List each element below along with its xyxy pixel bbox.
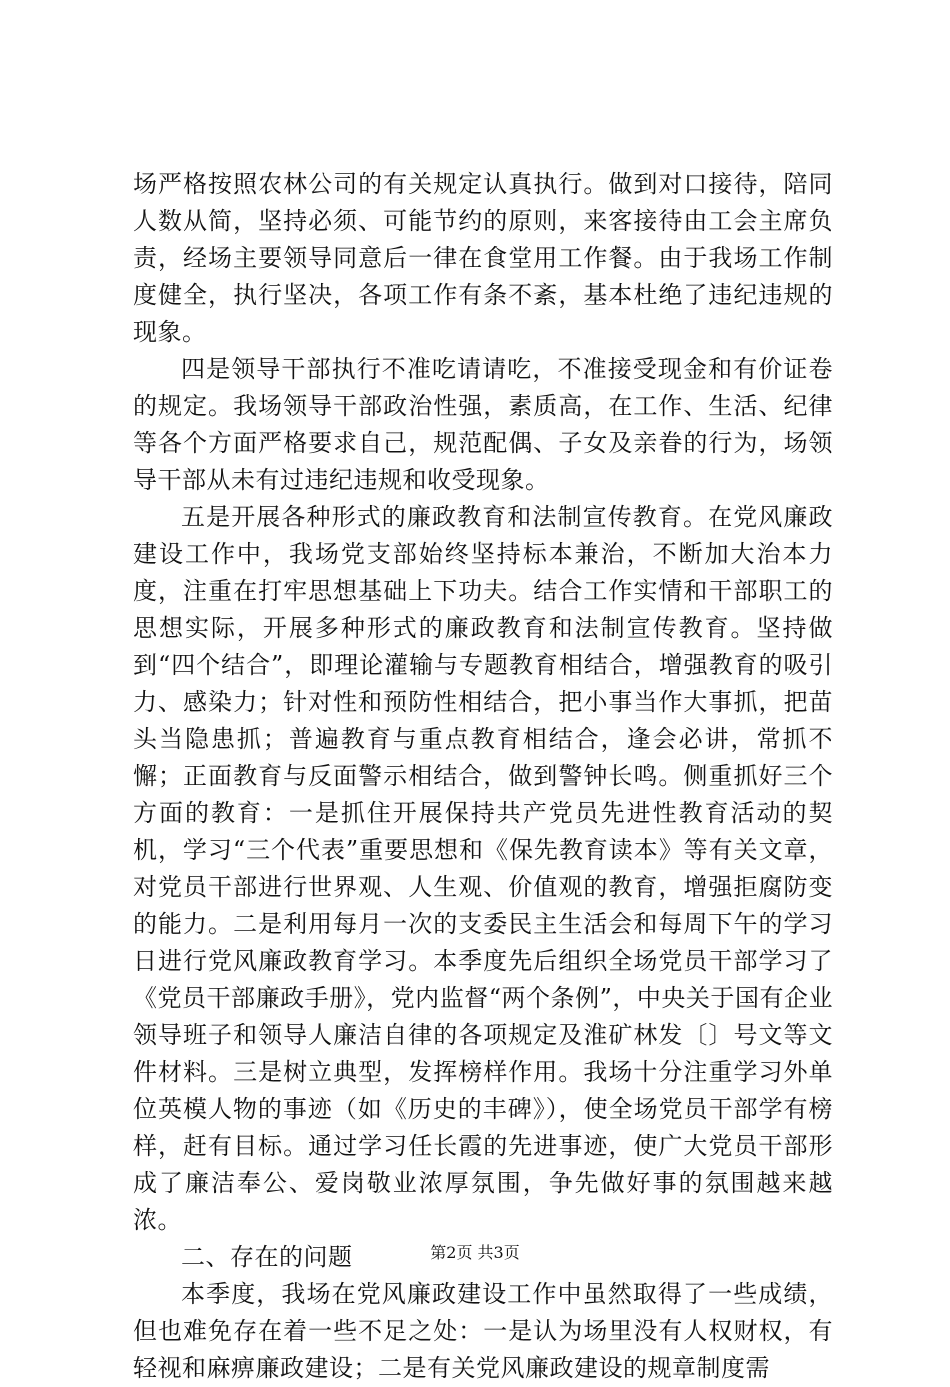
paragraph-four: 四是领导干部执行不准吃请请吃，不准接受现金和有价证卷的规定。我场领导干部政治性强，素质高，在工作、生活、纪律等各个方面严格要求自己，规范配偶、子女及亲眷的行为，场领导干部从未有过违纪违规和收受现象。 [133,355,833,494]
paragraph-problems: 本季度，我场在党风廉政建设工作中虽然取得了一些成绩，但也难免存在着一些不足之处：一是认为场里没有人权财权，有轻视和麻痹廉政建设；二是有关党风廉政建设的规章制度需 [133,1280,833,1382]
paragraph-five: 五是开展各种形式的廉政教育和法制宣传教育。在党风廉政建设工作中，我场党支部始终坚持标本兼治，不断加大治本力度，注重在打牢思想基础上下功夫。结合工作实情和干部职工的思想实际，开展多种形式的廉政教育和法制宣传教育。坚持做到“四个结合”，即理论灌输与专题教育相结合，增强教育的吸引力、感染力；针对性和预防性相结合，把小事当作大事抓，把苗头当隐患抓；普遍教育与重点教育相结合，逢会必讲，常抓不懈；正面教育与反面警示相结合，做到警钟长鸣。侧重抓好三个方面的教育：一是抓住开展保持共产党员先进性教育活动的契机，学习“三个代表”重要思想和《保先教育读本》等有关文章，对党员干部进行世界观、人生观、价值观的教育，增强拒腐防变的能力。二是利用每月一次的支委民主生活会和每周下午的学习日进行党风廉政教育学习。本季度先后组织全场党员干部学习了《党员干部廉政手册》，党内监督“两个条例”，中央关于国有企业领导班子和领导人廉洁自律的各项规定及淮矿林发〔〕号文等文件材料。三是树立典型，发挥榜样作用。我场十分注重学习外单位英模人物的事迹（如《历史的丰碑》），使全场党员干部学有榜样，赶有目标。通过学习任长霞的先进事迹，使广大党员干部形成了廉洁奉公、爱岗敬业浓厚氛围，争先做好事的氛围越来越浓。 [133,503,833,1234]
document-body [133,166,833,1387]
page-number-footer: 第2页 共3页 [430,1243,520,1262]
section-heading-problems: 二、存在的问题 [181,1243,353,1271]
paragraph-continuation: 场严格按照农林公司的有关规定认真执行。做到对口接待，陪同人数从简，坚持必须、可能节约的原则，来客接待由工会主席负责，经场主要领导同意后一律在食堂用工作餐。由于我场工作制度健全，执行坚决，各项工作有条不紊，基本杜绝了违纪违规的现象。 [133,170,833,346]
